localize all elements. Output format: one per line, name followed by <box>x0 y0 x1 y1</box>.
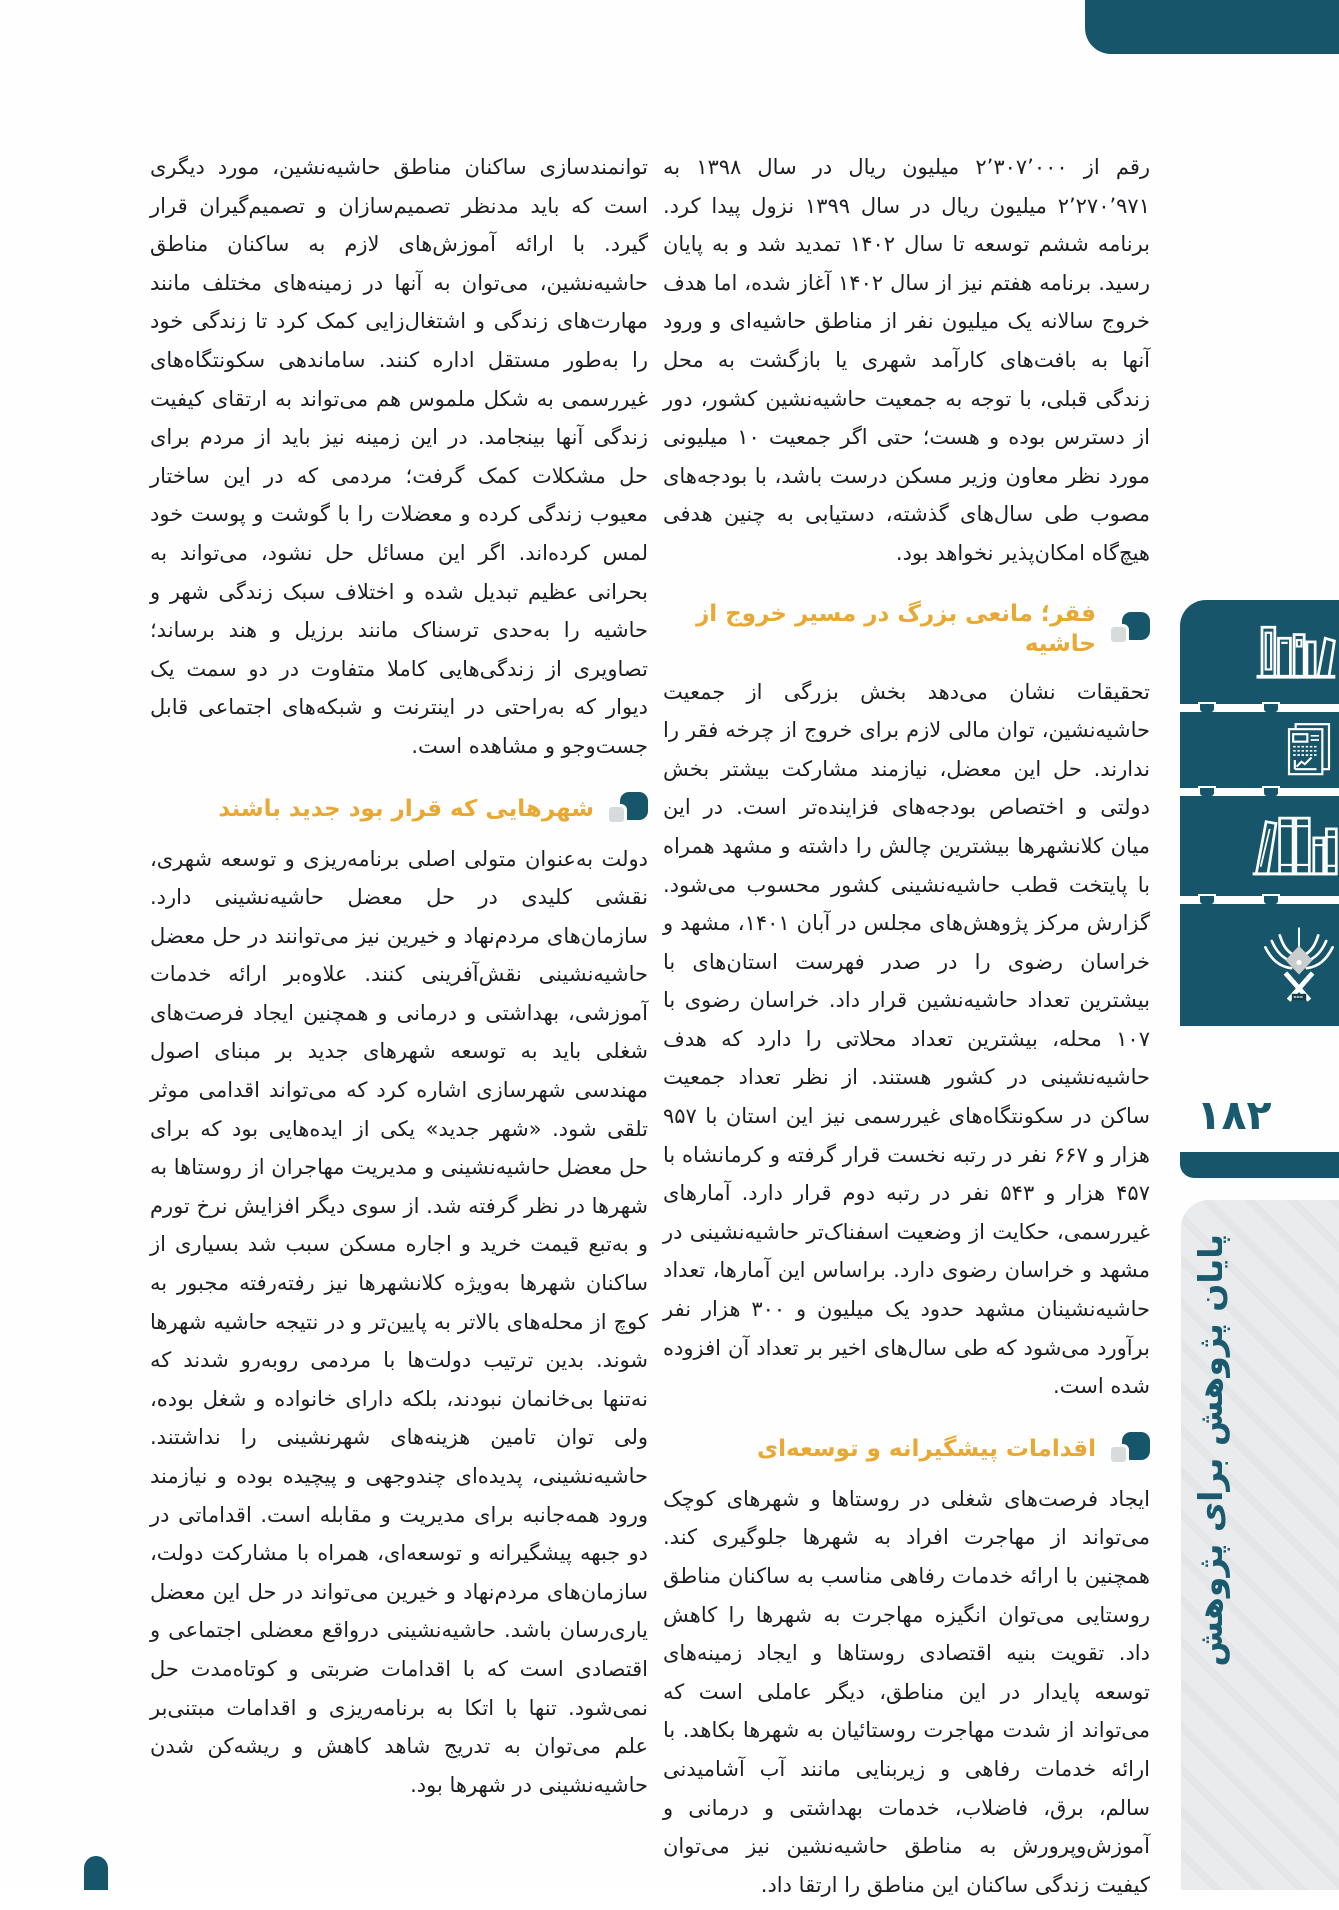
body-paragraph: دولت به‌عنوان متولی اصلی برنامه‌ریزی و توسعه شهری، نقشی کلیدی در حل معضل حاشیه‌نشینی دارد. سازمان‌های مردم‌نهاد و خیرین نیز می‌توانند در حل معضل حاشیه‌نشینی نقش‌آفرینی کنند. علاوه‌بر ارائه خدمات آموزشی، بهداشتی و درمانی و همچنین ایجاد فرصت‌های شغلی باید به توسعه شهرهای جدید بر مبنای اصول مهندسی شهرسازی اشاره کرد که می‌تواند اقدامی موثر تلقی شود. «شهر جدید» یکی از ایده‌هایی بود که برای حل معضل حاشیه‌نشینی و مدیریت مهاجران از روستاها به شهرها در نظر گرفته شد. از سوی دیگر افزایش نرخ تورم و به‌تبع قیمت خرید و اجاره مسکن سبب شد بسیاری از ساکنان شهرها به‌ویژه کلانشهرها نیز رفته‌رفته مجبور به کوچ از محله‌های بالاتر به پایین‌تر و در نتیجه حاشیه شهرها شوند. بدین ترتیب دولت‌ها با مردمی روبه‌رو شدند که نه‌تنها بی‌خانمان نبودند، بلکه دارای خانواده و شغل بوده، ولی توان تامین هزینه‌های شهرنشینی را نداشتند. حاشیه‌نشینی، پدیده‌ای چندوجهی و پیچیده بوده و نیازمند ورود همه‌جانبه برای مدیریت و مقابله است. اقداماتی در دو جبهه پیشگیرانه و توسعه‌ای، همراه با مشارکت دولت، سازمان‌های مردم‌نهاد و خیرین می‌تواند در حل این معضل یاری‌رسان باشد. حاشیه‌نشینی درواقع معضلی اجتماعی و اقتصادی است که با اقدامات ضربتی و کوتاه‌مدت حل نمی‌شود. تنها با اتکا به برنامه‌ریزی و اقدامات مبتنی‌بر علم می‌توان به تدریج شاهد کاهش و ریشه‌کن شدن حاشیه‌نشینی در شهرها بود. <box>150 846 648 1797</box>
section-heading-label: شهرهایی که قرار بود جدید باشند <box>218 795 594 822</box>
section-heading <box>663 599 1150 659</box>
report-icon <box>1279 719 1339 781</box>
body-paragraph: رقم از ۲٬۳۰۷٬۰۰۰ میلیون ریال در سال ۱۳۹۸ به ۲٬۲۷۰٬۹۷۱ میلیون ریال در سال ۱۳۹۹ نزول پیدا کرد. برنامه ششم توسعه تا سال ۱۴۰۲ تمدید شد و به پایان رسید. برنامه هفتم نیز از سال ۱۴۰۲ آغاز شده، اما هدف خروج سالانه یک میلیون نفر از مناطق حاشیه‌ای و ورود آنها به بافت‌های کارآمد شهری یا بازگشت به محل زندگی قبلی، با توجه به جمعیت حاشیه‌نشین کشور، دور از دسترس بوده و هست؛ حتی اگر جمعیت ۱۰ میلیونی مورد نظر معاون وزیر مسکن درست باشد، با بودجه‌های مصوب طی سال‌های گذشته، دستیابی به چنین هدفی هیچ‌گاه امکان‌پذیر نخواهد بود. <box>663 155 1150 565</box>
quote-mark-small-square <box>1108 624 1129 645</box>
body-paragraph: توانمندسازی ساکنان مناطق حاشیه‌نشین، مورد دیگری است که باید مدنظر تصمیم‌سازان و تصمیم‌گیران قرار گیرد. با ارائه آموزش‌های لازم به ساکنان مناطق حاشیه‌نشین، می‌توان به آنها در زمینه‌های مختلف مانند مهارت‌های زندگی و اشتغال‌زایی کمک کرد تا زندگی خود را به‌طور مستقل اداره کنند. ساماندهی سکونتگاه‌های غیررسمی به شکل ملموس هم می‌تواند به ارتقای کیفیت زندگی آنها بینجامد. در این زمینه نیز باید از مردم برای حل مشکلات کمک گرفت؛ مردمی که در این ساختار معیوب زندگی کرده و معضلات را با گوشت و پوست خود لمس کرده‌اند. اگر این مسائل حل نشود، می‌تواند به بحرانی عظیم تبدیل شده و اختلاف سبک زندگی شهر و حاشیه را به‌حدی ترسناک مانند برزیل و هند برساند؛ تصاویری از زندگی‌هایی کاملا متفاوت در دو سمت یک دیوار که به‌راحتی در اینترنت و شبکه‌های اجتماعی قابل جست‌وجو و مشاهده است. <box>150 155 648 758</box>
bookshelf-icon <box>1251 609 1339 695</box>
bottom-left-corner-ornament <box>84 1856 108 1890</box>
section-heading-label: فقر؛ مانعی بزرگ در مسیر خروج از حاشیه <box>696 600 1096 657</box>
quote-mark-small-square <box>606 804 627 825</box>
page-number: ۱۸۲ <box>1196 1091 1272 1139</box>
sidebar-box-report <box>1180 712 1339 788</box>
section-heading <box>663 1432 1150 1466</box>
archive-books-icon <box>1249 807 1339 885</box>
column-right <box>663 148 1150 1910</box>
quote-mark-icon <box>604 792 648 826</box>
top-right-band <box>1085 0 1339 54</box>
azad-university-logo-icon <box>1259 913 1339 1017</box>
quote-mark-icon <box>1106 612 1150 646</box>
body-paragraph: ایجاد فرصت‌های شغلی در روستاها و شهرهای کوچک می‌تواند از مهاجرت افراد به شهرها جلوگیری کند. همچنین با ارائه خدمات رفاهی مناسب به ساکنان مناطق روستایی می‌توان انگیزه مهاجرت به شهرها را کاهش داد. تقویت بنیه اقتصادی روستاها و ایجاد زمینه‌های توسعه پایدار در این مناطق، دیگر عاملی است که می‌تواند از شدت مهاجرت روستائیان به شهرها بکاهد. با ارائه خدمات رفاهی و زیربنایی مانند آب آشامیدنی سالم، برق، فاضلاب، خدمات بهداشتی و درمانی و آموزش‌وپرورش به مناطق حاشیه‌نشین نیز می‌توان کیفیت زندگی ساکنان این مناطق را ارتقا داد. <box>663 1486 1150 1897</box>
quote-mark-small-square <box>1108 1444 1129 1465</box>
column-left <box>150 148 648 1810</box>
sidebar-box-bookshelf <box>1180 600 1339 704</box>
sidebar-box-archive <box>1180 796 1339 896</box>
body-paragraph: تحقیقات نشان می‌دهد بخش بزرگی از جمعیت حاشیه‌نشین، توان مالی لازم برای خروج از چرخه فقر را ندارند. حل این معضل، نیازمند مشارکت بیشتر بخش دولتی و اختصاص بودجه‌های فزاینده‌تر است. در این میان کلانشهرها بیشترین چالش را داشته و مشهد همراه با پایتخت قطب حاشیه‌نشینی کشور محسوب می‌شود. گزارش مرکز پژوهش‌های مجلس در آبان ۱۴۰۱، مشهد و خراسان رضوی را در صدر فهرست استان‌های با بیشترین تعداد حاشیه‌نشین قرار داد. خراسان رضوی با ۱۰۷ محله، بیشترین تعداد محلاتی را دارد که هدف حاشیه‌نشینی در کشور هستند. از نظر تعداد جمعیت ساکن در سکونتگاه‌های غیررسمی نیز این استان با ۹۵۷ هزار و ۶۶۷ نفر در رتبه نخست قرار گرفته و کرمانشاه با ۴۵۷ هزار و ۵۴۳ نفر در رتبه دوم قرار دارد. آمارهای غیررسمی، حکایت از وضعیت اسفناک‌تر حاشیه‌نشینی در مشهد و خراسان رضوی دارد. براساس این آمارها، تعداد حاشیه‌نشینان مشهد حدود یک میلیون و ۳۰۰ هزار نفر برآورد می‌شود که طی سال‌های اخیر بر تعداد آن افزوده شده است. <box>663 679 1150 1399</box>
section-heading-label: اقدامات پیشگیرانه و توسعه‌ای <box>757 1435 1096 1462</box>
section-heading <box>150 792 648 826</box>
sidebar-box-logo <box>1180 904 1339 1026</box>
sidebar-bottom-cap <box>1180 1152 1339 1178</box>
section-vertical-label: پایان پژوهش برای پژوهش <box>1191 1234 1230 1667</box>
quote-mark-icon <box>1106 1432 1150 1466</box>
